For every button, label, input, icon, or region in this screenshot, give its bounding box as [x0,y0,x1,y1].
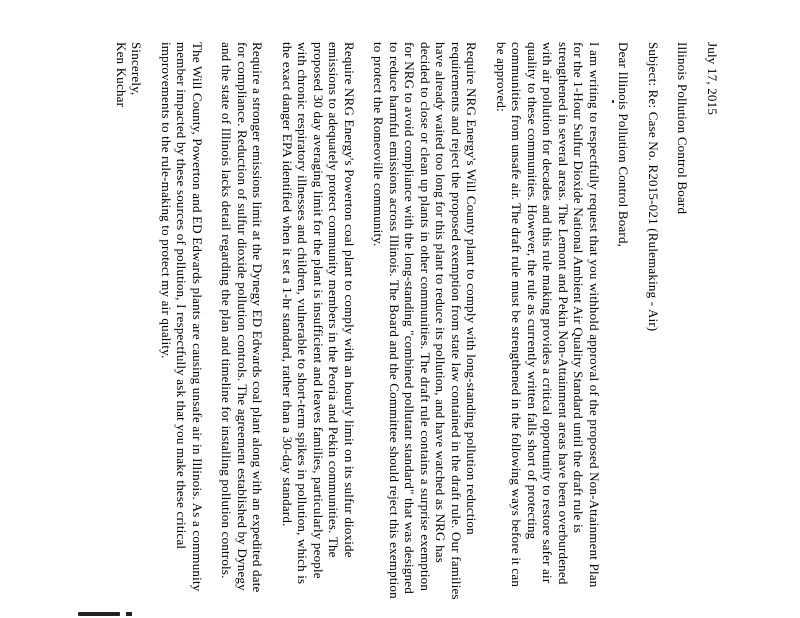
letter-paragraph-will-county: Require NRG Energy's Will County plant to comply with long-standing pollution reduction requirements and reject the proposed exemption from state law contained in the draft rule. Our families have already waited too long for this plant to reduce its pollution, and have watched as NRG has decided to close or clean up plants in other communities. The draft rule contains a surprise exemption for NRG to avoid compliance with the long-standing "combined pollutant standard" that was designed to reduce harmful emissions across Illinois. The Board and the Committee should reject this exemption to protect the Romeoville community. [371,42,480,600]
letter-signature: Ken Kuchar [114,42,129,108]
letter-paragraph-intro: I am writing to respectfully request that you withhold approval of the proposed Non-Attainment Plan for the 1-Hour Sulfur Dioxide National Ambient Air Quality Standard until the draft rule is strengthened in several areas. The Lemont and Pekin Non-Attainment areas have been overburdened with air pollution for decades and this rule making provides a critical opportunity to restore safer air quality to these communities. However, the rule as currently written falls short of protecting communities from unsafe air. The draft rule must be strengthened in the following ways before it can be approved: [494,42,602,588]
letter-paragraph-conclusion: The Will County, Powerton and ED Edwards plants are causing unsafe air in Illinois. As a community member impacted by these sources of pollution, I respectfully ask that you make these critical improvements to the rule-making to protect my air quality. [159,42,205,592]
scan-edge-mark [78,612,120,616]
letter-paragraph-ed-edwards: Require a stronger emissions limit at the Dynegy ED Edwards coal plant along with an expedited date for compliance. Reduction of sulfur dioxide pollution controls. The agreement established by Dynegy and the state of Illinois lacks detail regarding the plan and timeline for installing pollution controls. [219,42,266,593]
letter-closing: Sincerely, [129,42,145,96]
letter-body [100,42,721,602]
letter-date: July 17, 2015 [705,42,720,116]
scan-speck [612,100,614,103]
letter-recipient: Illinois Pollution Control Board [675,42,691,215]
letter-paragraph-powerton: Require NRG Energy's Powerton coal plant to comply with an hourly limit on its sulfur dioxide emissions to adequately protect community members in the Peoria and Pekin communities. The proposed 30 day averaging limit for the plant is insufficient and leaves families, particularly people with chronic respiratory illnesses and children, vulnerable to short-term spikes in pollution, which is the exact danger EPA identified when it set a 1-hr standard, rather than a 30-day standard. [280,42,357,585]
letter-salutation: Dear Illinois Pollution Control Board, [616,42,632,248]
letter-subject: Subject: Re: Case No. R2015-021 (Rulemaking - Air) [646,42,661,332]
